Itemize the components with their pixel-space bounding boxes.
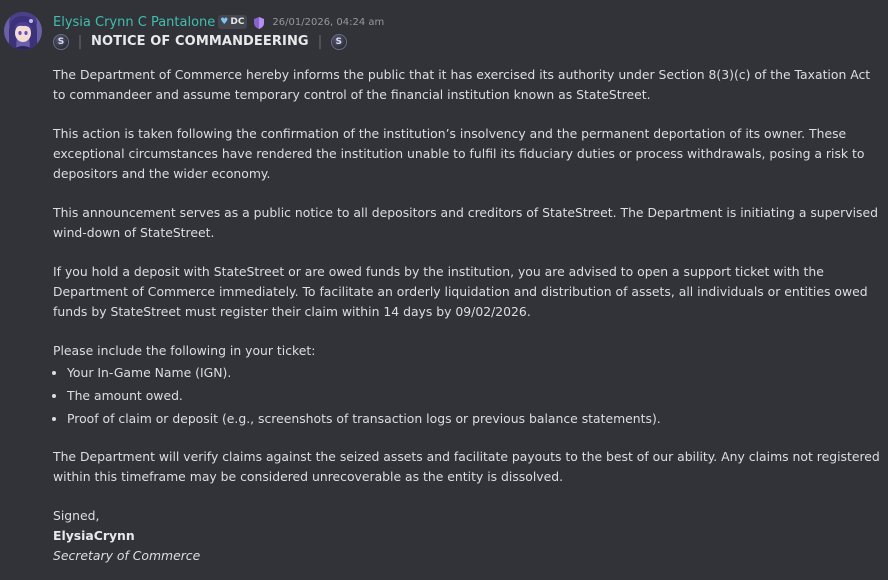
heart-icon: ♥ (220, 17, 229, 27)
list-item: • Your In-Game Name (IGN). (67, 361, 885, 384)
signature-role: Secretary of Commerce (53, 548, 201, 563)
notice-title: NOTICE OF COMMANDEERING (91, 34, 309, 49)
divider (79, 35, 81, 49)
divider (319, 35, 321, 49)
avatar[interactable] (4, 12, 42, 50)
title-row (53, 31, 885, 53)
paragraph: This announcement serves as a public notice to all depositors and creditors of StateStreet. The Department is initiating a supervised wind-down of StateStreet. (53, 205, 878, 240)
paragraph: If you hold a deposit with StateStreet or are owed funds by the institution, you are advised to open a support ticket with the Department of Commerce immediately. To facilitate an orderly liquidation and distribution of assets, all individuals or entities owed funds by StateStreet must register their claim within 14 days by 09/02/2026. (53, 264, 868, 319)
paragraph: Please include the following in your ticket: (53, 343, 316, 358)
timestamp[interactable]: 26/01/2026, 04:24 am (272, 16, 385, 28)
guild-tag-label: DC (230, 17, 245, 27)
signature-name: ElysiaCrynn (53, 528, 135, 543)
coin-s-icon[interactable]: S (53, 34, 69, 50)
author-name[interactable]: Elysia Crynn C Pantalone (53, 14, 216, 30)
signed-label: Signed, (53, 508, 100, 523)
coin-s-icon[interactable]: S (331, 34, 347, 50)
guild-tag[interactable] (218, 15, 247, 29)
paragraph: The Department will verify claims against the seized assets and facilitate payouts to the best of our ability. Any claims not registered within this timeframe may be considered unrecoverable as the entity is dissolved. (53, 449, 880, 484)
message-header (53, 13, 384, 31)
shield-icon[interactable] (252, 15, 266, 29)
paragraph: The Department of Commerce hereby informs the public that it has exercised its authority under Section 8(3)(c) of the Taxation Act to commandeer and assume temporary control of the financial institution known as StateStreet. (53, 67, 871, 102)
avatar-image (4, 12, 42, 50)
paragraph: This action is taken following the confirmation of the institution’s insolvency and the permanent deportation of its owner. These exceptional circumstances have rendered the institution unable to fulfil its fiduciary duties or process withdrawals, posing a risk to depositors and the wider economy. (53, 126, 865, 181)
list-item: • Proof of claim or deposit (e.g., screenshots of transaction logs or previous balance statements). (67, 407, 885, 430)
message-content (53, 31, 885, 566)
list-item: • The amount owed. (67, 384, 885, 407)
requirements-list (53, 361, 885, 430)
